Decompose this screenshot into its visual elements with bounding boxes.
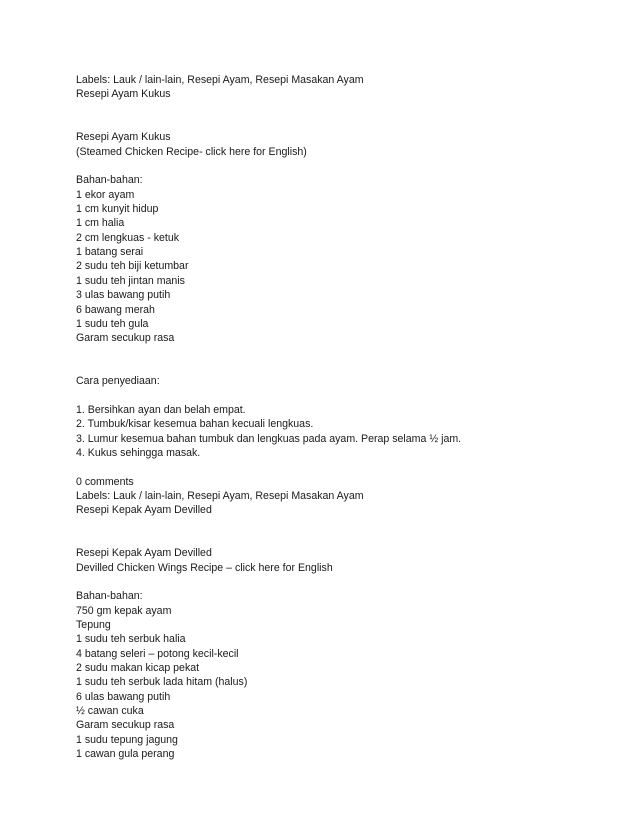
ingredient-item: ½ cawan cuka (76, 705, 144, 718)
ingredient-item: 750 gm kepak ayam (76, 604, 172, 617)
spacer (76, 518, 616, 532)
spacer (76, 159, 616, 173)
ingredient-item: 1 sudu teh serbuk lada hitam (halus) (76, 676, 248, 689)
recipe-heading: Resepi Kepak Ayam Devilled (76, 547, 212, 560)
post-labels[interactable]: Labels: Lauk / lain-lain, Resepi Ayam, Resepi Masakan Ayam (76, 489, 364, 502)
method-step: 4. Kukus sehingga masak. (76, 446, 201, 459)
ingredient-item: 1 sudu tepung jagung (76, 733, 178, 746)
method-step: 3. Lumur kesemua bahan tumbuk dan lengkuas pada ayam. Perap selama ½ jam. (76, 432, 462, 445)
english-link[interactable]: Devilled Chicken Wings Recipe – click here for English (76, 561, 333, 574)
post-title[interactable]: Resepi Ayam Kukus (76, 88, 171, 101)
spacer (76, 116, 616, 130)
recipe-heading: Resepi Ayam Kukus (76, 131, 171, 144)
ingredient-item: Garam secukup rasa (76, 719, 175, 732)
ingredient-item: 2 cm lengkuas - ketuk (76, 231, 180, 244)
spacer (76, 532, 616, 546)
ingredient-item: 1 sudu teh gula (76, 317, 149, 330)
ingredients-heading: Bahan-bahan: (76, 590, 143, 603)
ingredient-item: Tepung (76, 619, 111, 632)
post-labels[interactable]: Labels: Lauk / lain-lain, Resepi Ayam, Resepi Masakan Ayam (76, 74, 364, 86)
spacer (76, 389, 616, 403)
method-heading: Cara penyediaan: (76, 375, 160, 388)
document-page (76, 73, 616, 762)
post-title[interactable]: Resepi Kepak Ayam Devilled (76, 504, 212, 517)
ingredient-item: 1 ekor ayam (76, 188, 135, 201)
ingredient-item: 6 ulas bawang putih (76, 690, 171, 703)
spacer (76, 575, 616, 589)
english-link[interactable]: (Steamed Chicken Recipe- click here for English) (76, 145, 307, 158)
ingredients-heading: Bahan-bahan: (76, 174, 143, 187)
ingredient-item: 3 ulas bawang putih (76, 289, 171, 302)
comments-link[interactable]: 0 comments (76, 475, 134, 488)
ingredient-item: 1 sudu teh jintan manis (76, 274, 185, 287)
ingredient-item: 1 sudu teh serbuk halia (76, 633, 186, 646)
ingredient-item: 1 cm halia (76, 217, 125, 230)
ingredient-item: 2 sudu teh biji ketumbar (76, 260, 189, 273)
spacer (76, 460, 616, 474)
ingredient-item: 6 bawang merah (76, 303, 155, 316)
ingredient-item: Garam secukup rasa (76, 332, 175, 345)
method-step: 2. Tumbuk/kisar kesemua bahan kecuali lengkuas. (76, 418, 314, 431)
ingredient-item: 4 batang seleri – potong kecil-kecil (76, 647, 239, 660)
method-step: 1. Bersihkan ayan dan belah empat. (76, 403, 246, 416)
ingredient-item: 2 sudu makan kicap pekat (76, 662, 200, 675)
spacer (76, 346, 616, 360)
spacer (76, 360, 616, 374)
ingredient-item: 1 batang serai (76, 246, 144, 259)
ingredient-item: 1 cawan gula perang (76, 748, 175, 761)
ingredient-item: 1 cm kunyit hidup (76, 203, 159, 216)
spacer (76, 102, 616, 116)
